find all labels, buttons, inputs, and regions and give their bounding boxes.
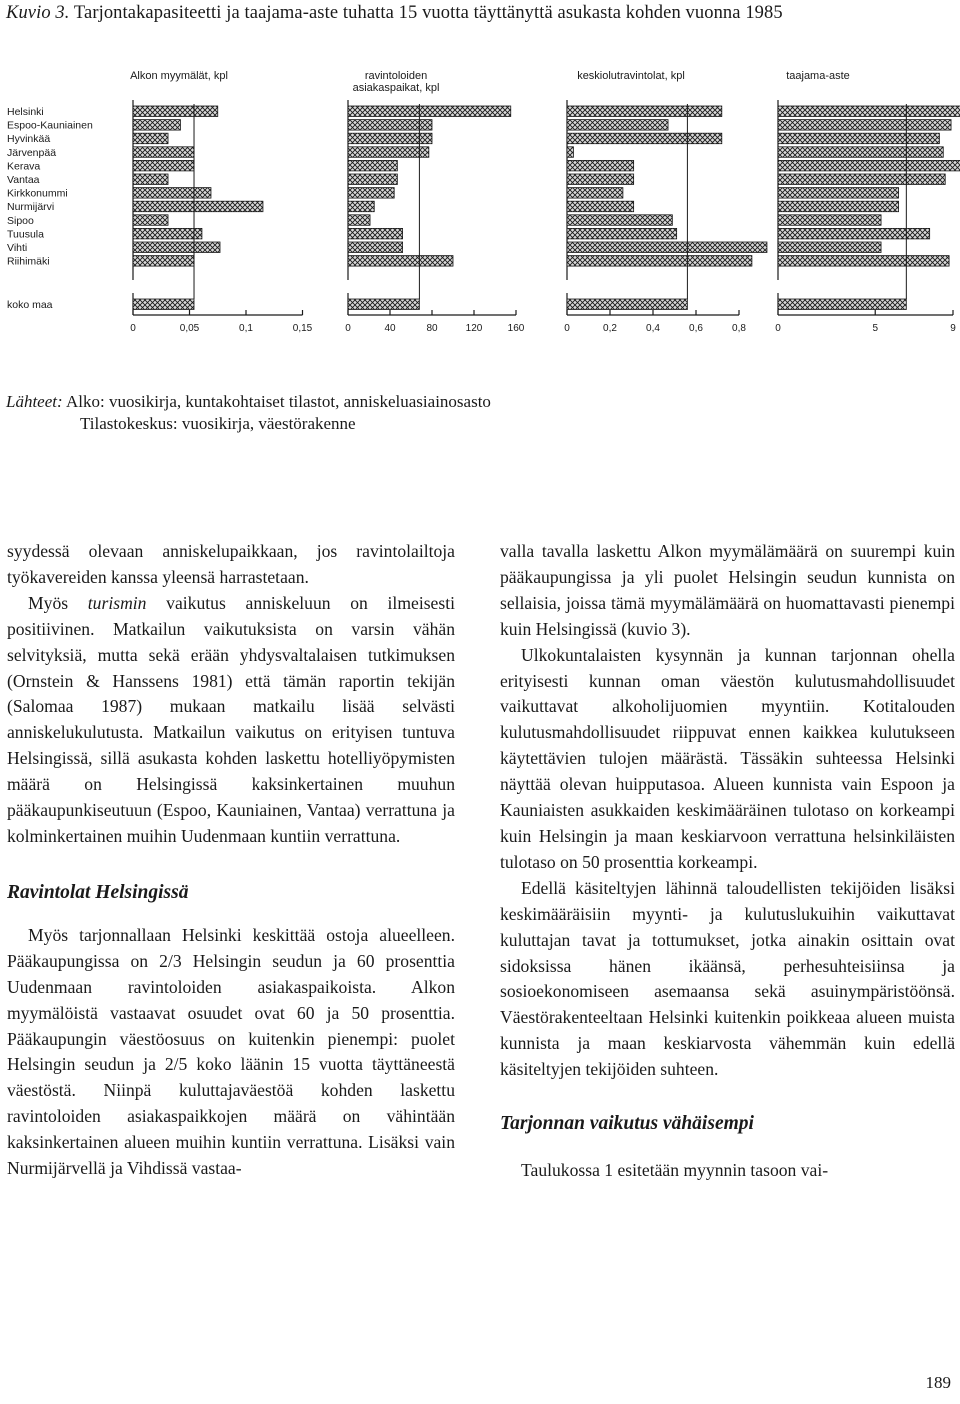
panel-3-bar-sipoo xyxy=(567,215,672,226)
panel-4-tick-label: 9 xyxy=(950,323,956,334)
panel-1-tick-label: 0,1 xyxy=(239,323,253,334)
category-label-tuusula: Tuusula xyxy=(7,228,44,241)
panel-2-bar-riihimaki xyxy=(348,256,453,267)
panel-1-bar-tuusula xyxy=(133,228,202,239)
panel-2-bar-jarvenpaa xyxy=(348,147,429,158)
panel-1-bar-kirkkonummi xyxy=(133,188,211,199)
panel-3-bar-espoo-kauniainen xyxy=(567,120,668,131)
right-paragraph-2: Ulkokuntalaisten kysynnän ja kunnan tarjonnan ohella erityisesti kunnan oman väestön kulutusmahdollisuudet vaikuttavat alkoholijuomien myyntiin. Kotitalouden kulutusmahdollisuudet riippuvat ennen kaikkea kulutukseen käytettävien tulojen määrästä. Tässäkin suhteessa Helsinki näyttää olevan huipputasoa. Alueen kunnista vain Espoon ja Kauniaisten asukkaiden keskimääräinen tulotaso on korkeampi kuin Helsingin ja maan keskiarvoon verrattuna helsinkiläisten tulotaso on 50 prosenttia korkeampi. xyxy=(500,644,955,872)
panel-1-bar-jarvenpaa xyxy=(133,147,194,158)
category-label-nurmijarvi: Nurmijärvi xyxy=(7,201,55,214)
panel-1-bar-helsinki xyxy=(133,106,218,117)
panel-4-title: taajama-aste xyxy=(786,70,850,82)
panel-3-tick-label: 0,4 xyxy=(646,323,660,334)
panel-2-bar-helsinki xyxy=(348,106,511,117)
right-paragraph-4: Taulukossa 1 esitetään myynnin tasoon vai- xyxy=(521,1160,829,1181)
category-label-jarvenpaa: Järvenpää xyxy=(7,146,57,159)
panel-2-title: asiakaspaikat, kpl xyxy=(352,82,440,94)
panel-4-bar-koko-maa xyxy=(778,299,906,310)
panel-3-bar-kirkkonummi xyxy=(567,188,623,199)
panel-1-bar-nurmijarvi xyxy=(133,201,263,212)
panel-2-bar-nurmijarvi xyxy=(348,201,374,212)
category-label-riihimaki: Riihimäki xyxy=(7,255,50,268)
panel-3-tick-label: 0,6 xyxy=(689,323,703,334)
panel-3-tick-label: 0,2 xyxy=(603,323,617,334)
panel-3-title: keskiolutravintolat, kpl xyxy=(577,70,685,82)
figure-caption xyxy=(6,3,783,24)
panel-1-bar-riihimaki xyxy=(133,256,194,267)
panel-2-tick-label: 80 xyxy=(426,323,438,334)
panel-4-tick-label: 0 xyxy=(775,323,781,334)
category-label-koko-maa: koko maa xyxy=(7,299,53,311)
panel-2-bar-kerava xyxy=(348,160,397,171)
category-label-helsinki: Helsinki xyxy=(7,106,44,118)
category-label-espoo-kauniainen: Espoo-Kauniainen xyxy=(7,119,93,132)
panel-4-bar-vantaa xyxy=(778,174,945,185)
bar-chart-figure xyxy=(0,60,960,346)
panel-2-tick-label: 40 xyxy=(384,323,396,334)
panel-3-bar-nurmijarvi xyxy=(567,201,634,212)
panel-4-bar-kirkkonummi xyxy=(778,188,899,199)
category-label-hyvinkaa: Hyvinkää xyxy=(7,133,51,146)
sources-line-1 xyxy=(6,392,491,412)
panel-1-bar-koko-maa xyxy=(133,299,194,310)
panel-4-bar-hyvinkaa xyxy=(778,133,939,144)
panel-4-bar-tuusula xyxy=(778,228,930,239)
panel-1-title: Alkon myymälät, kpl xyxy=(130,70,228,82)
emphasis-turismin: turismin xyxy=(87,592,147,613)
category-label-vantaa: Vantaa xyxy=(7,174,40,186)
panel-3-bar-jarvenpaa xyxy=(567,147,573,158)
left-paragraph-2: Myös turismin vaikutus anniskeluun on ilmeisesti positiivinen. Matkailun vaikutuksista on varsin vähän selvityksiä, mutta sekä erään yhdysvaltalaisen tutkimuksen (Ornstein & Hanssens 1981) että tämän raportin tekijän (Salomaa 1987) mukaan matkailu lisää selvästi anniskelukulutusta. Matkailun vaikutus on erityisen tuntuva Helsingissä, sillä asukasta kohden laskettu hotelliyöpymisten määrä on Helsingissä kaksinkertainen muuhun pääkaupunkiseutuun (Espoo, Kauniainen, Vantaa) verrattuna ja kolminkertainen muihin Uudenmaan kuntiin verrattuna. xyxy=(7,592,455,846)
panel-3-bar-kerava xyxy=(567,160,634,171)
sources-label: Lähteet: xyxy=(6,392,63,411)
section-heading-ravintolat: Ravintolat Helsingissä xyxy=(7,881,189,903)
panel-3-bar-vihti xyxy=(567,242,767,253)
panel-2-title: ravintoloiden xyxy=(364,70,428,82)
panel-4-bar-jarvenpaa xyxy=(778,147,943,158)
panel-4-bar-helsinki xyxy=(778,106,960,117)
section-heading-tarjonnan: Tarjonnan vaikutus vähäisempi xyxy=(500,1113,754,1135)
right-text-column xyxy=(500,539,955,1184)
panel-4-bar-riihimaki xyxy=(778,256,949,267)
panel-2-bar-vantaa xyxy=(348,174,397,185)
category-label-kerava: Kerava xyxy=(7,160,41,173)
left-paragraph-3: Myös tarjonnallaan Helsinki keskittää ostoja alueelleen. Pääkaupungissa on 2/3 Helsingin seudun ja 60 prosenttia Uudenmaan ravintoloiden asiakaspaikoista. Alkon myymälöistä vastaavat osuudet ovat 60 ja 50 prosenttia. Pääkaupungin väestöosuus on kuitenkin pienempi: puolet Helsingin seudun ja 2/5 koko läänin 15 vuotta täyttäneestä väestöstä. Niinpä kuluttajaväestöä kohden laskettu ravintoloiden asiakaspaikkojen määrä on vähintään kaksinkertainen alueen muihin kuntiin verrattuna. Lisäksi vain Nurmijärvellä ja Vihdissä vastaa- xyxy=(7,924,455,1179)
panel-2-bar-sipoo xyxy=(348,215,370,226)
left-paragraph-1: syydessä olevaan anniskelupaikkaan, jos ravintolailtoja työkavereiden kanssa yleensä harrastetaan. xyxy=(7,541,455,587)
panel-2-bar-vihti xyxy=(348,242,403,253)
figure-number: Kuvio 3. xyxy=(6,3,70,23)
panel-2-bar-kirkkonummi xyxy=(348,188,394,199)
panel-1-tick-label: 0,15 xyxy=(292,323,313,334)
panel-1-bar-sipoo xyxy=(133,215,168,226)
panel-2-tick-label: 160 xyxy=(507,323,525,334)
category-label-vihti: Vihti xyxy=(7,242,28,254)
panel-4-bar-kerava xyxy=(778,160,960,171)
right-paragraph-1: valla tavalla laskettu Alkon myymälämäärä on suurempi kuin pääkaupungissa ja yli puolet Helsingin seudun kunnista on sellaisia, joissa tämä myymälämäärä on huomattavasti pienempi kuin Helsingissä (kuvio 3). xyxy=(500,541,955,639)
category-label-sipoo: Sipoo xyxy=(7,214,34,227)
sources-line-2: Tilastokeskus: vuosikirja, väestörakenne xyxy=(80,414,356,433)
panel-3-bar-tuusula xyxy=(567,228,677,239)
panel-1-bar-hyvinkaa xyxy=(133,133,168,144)
panel-2-bar-koko-maa xyxy=(348,299,419,310)
panel-1-tick-label: 0 xyxy=(130,323,136,334)
panel-3-bar-vantaa xyxy=(567,174,634,185)
panel-4-bar-vihti xyxy=(778,242,881,253)
category-label-kirkkonummi: Kirkkonummi xyxy=(7,187,68,200)
panel-4-bar-sipoo xyxy=(778,215,881,226)
panel-3-tick-label: 0,8 xyxy=(732,323,746,334)
panel-1-tick-label: 0,05 xyxy=(179,323,200,334)
panel-2-tick-label: 0 xyxy=(345,323,351,334)
panel-4-bar-nurmijarvi xyxy=(778,201,899,212)
panel-1-bar-espoo-kauniainen xyxy=(133,120,180,131)
panel-4-tick-label: 5 xyxy=(872,323,879,334)
panel-1-bar-vantaa xyxy=(133,174,168,185)
panel-3-bar-helsinki xyxy=(567,106,722,117)
figure-title: Tarjontakapasiteetti ja taajama-aste tuhatta 15 vuotta täyttänyttä asukasta kohden vuonna 1985 xyxy=(73,3,783,23)
panel-2-tick-label: 120 xyxy=(465,323,483,334)
panel-3-bar-riihimaki xyxy=(567,256,752,267)
panel-3-tick-label: 0 xyxy=(564,323,570,334)
left-text-column xyxy=(7,539,455,1182)
panel-3-bar-koko-maa xyxy=(567,299,687,310)
panel-3-bar-hyvinkaa xyxy=(567,133,722,144)
panel-4-bar-espoo-kauniainen xyxy=(778,120,951,131)
panel-2-bar-tuusula xyxy=(348,228,403,239)
panel-1-bar-vihti xyxy=(133,242,220,253)
page-number: 189 xyxy=(925,1373,951,1392)
sources-alko: Alko: vuosikirja, kuntakohtaiset tilastot, anniskeluasiainosasto xyxy=(65,392,491,411)
right-paragraph-3: Edellä käsiteltyjen lähinnä taloudellisten tekijöiden lisäksi keskimääräisiin myynti- ja kulutuslukuihin vaikuttavat kuluttajan tavat ja tottumukset, jotka ainakin osittain ovat sidoksissa hänen ikäänsä, perhesuhteisiinsa ja sosioekonomiseen asemaansa sekä asuinympäristöönsä. Väestörakenteeltaan Helsinki kuitenkin poikkeaa alueen muista kunnista ja maan keskiarvosta vähemmän kuin edellä käsiteltyjen tekijöiden suhteen. xyxy=(500,877,955,1080)
panel-1-bar-kerava xyxy=(133,160,194,171)
